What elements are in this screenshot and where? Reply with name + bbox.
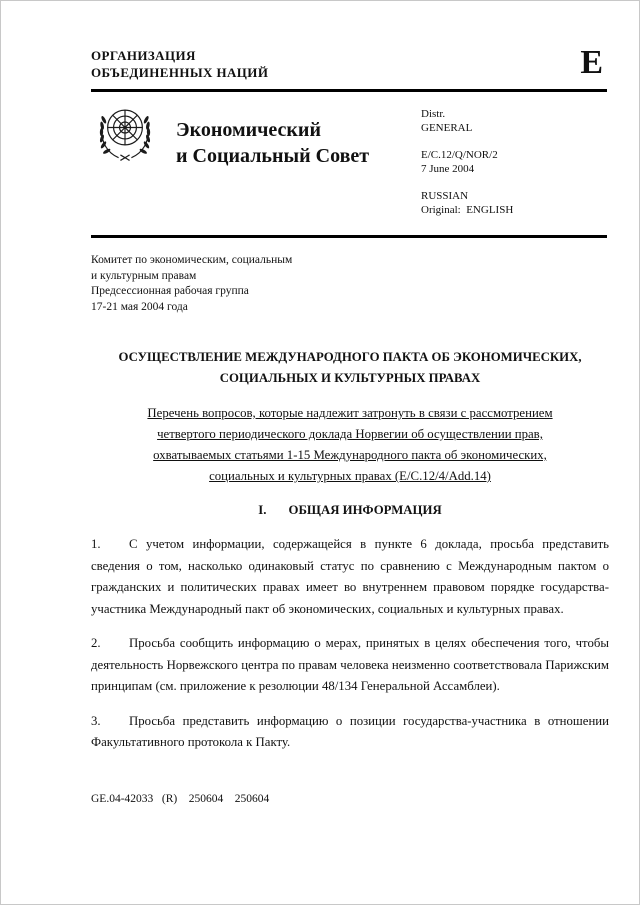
subtitle-line1: Перечень вопросов, которые надлежит затронуть в связи с рассмотрением [147, 406, 553, 420]
section-heading [91, 500, 609, 521]
paragraph-1-number: 1. [91, 537, 101, 551]
org-name-line2: ОБЪЕДИНЕННЫХ НАЦИЙ [91, 65, 269, 80]
paragraph-1-text: С учетом информации, содержащейся в пункте 6 доклада, просьба представить сведения о том, насколько одинаковый статус по сравнению с Международным пактом о гражданских и политических правах имеет во внутреннем правовом порядке государства-участника Международный пакт об экономических, социальных и культурных правах. [91, 537, 609, 616]
section-title: ОБЩАЯ ИНФОРМАЦИЯ [288, 503, 442, 517]
document-body [91, 253, 609, 754]
document-series-letter: E [580, 44, 603, 81]
committee-block [91, 253, 609, 315]
council-name [176, 117, 369, 169]
document-original-language: Original: ENGLISH [421, 204, 514, 216]
document-subtitle [91, 403, 609, 487]
distribution-block [421, 107, 513, 217]
subtitle-line3: охватываемых статьями 1-15 Международного пакта об экономических, [153, 448, 547, 462]
paragraph-2-number: 2. [91, 636, 101, 650]
committee-line2: и культурным правам [91, 269, 197, 282]
horizontal-rule-top [91, 89, 607, 92]
section-number: I. [258, 503, 267, 517]
committee-line3: Предсессионная рабочая группа [91, 285, 249, 297]
distr-value: GENERAL [421, 122, 473, 134]
document-title [91, 347, 609, 389]
org-name [91, 47, 268, 81]
document-symbol: E/C.12/Q/NOR/2 [421, 149, 498, 161]
org-name-line1: ОРГАНИЗАЦИЯ [91, 48, 196, 63]
council-name-line2: и Социальный Совет [176, 145, 370, 167]
horizontal-rule-bottom [91, 235, 607, 238]
paragraph-3-text: Просьба представить информацию о позиции государства-участника в отношении Факультативного протокола к Пакту. [91, 713, 609, 749]
document-title-line2: СОЦИАЛЬНЫХ И КУЛЬТУРНЫХ ПРАВАХ [219, 371, 481, 385]
un-emblem-icon [93, 97, 157, 174]
paragraph-2-text: Просьба сообщить информацию о мерах, принятых в целях обеспечения того, чтобы деятельность Норвежского центра по правам человека неизменно соответствовала Парижским принципам (см. приложение к резолюции 48/134 Генеральной Ассамблеи). [91, 636, 609, 693]
paragraph-2 [91, 633, 609, 698]
distr-label: Distr. [421, 108, 446, 120]
document-date: 7 June 2004 [421, 163, 475, 175]
committee-line1: Комитет по экономическим, социальным [91, 254, 293, 266]
paragraph-3-number: 3. [91, 713, 101, 728]
committee-line4: 17-21 мая 2004 года [91, 300, 188, 313]
paragraph-1 [91, 534, 609, 620]
document-language: RUSSIAN [421, 190, 469, 202]
paragraph-3 [91, 711, 609, 754]
document-title-line1: ОСУЩЕСТВЛЕНИЕ МЕЖДУНАРОДНОГО ПАКТА ОБ ЭКОНОМИЧЕСКИХ, [118, 350, 582, 364]
council-name-line1: Экономический [176, 119, 321, 141]
subtitle-line4: социальных и культурных правах (E/C.12/4/Add.14) [209, 469, 491, 483]
subtitle-line2: четвертого периодического доклада Норвегии об осуществлении прав, [157, 427, 543, 441]
footer-reference: GE.04-42033 (R) 250604 250604 [91, 793, 270, 805]
